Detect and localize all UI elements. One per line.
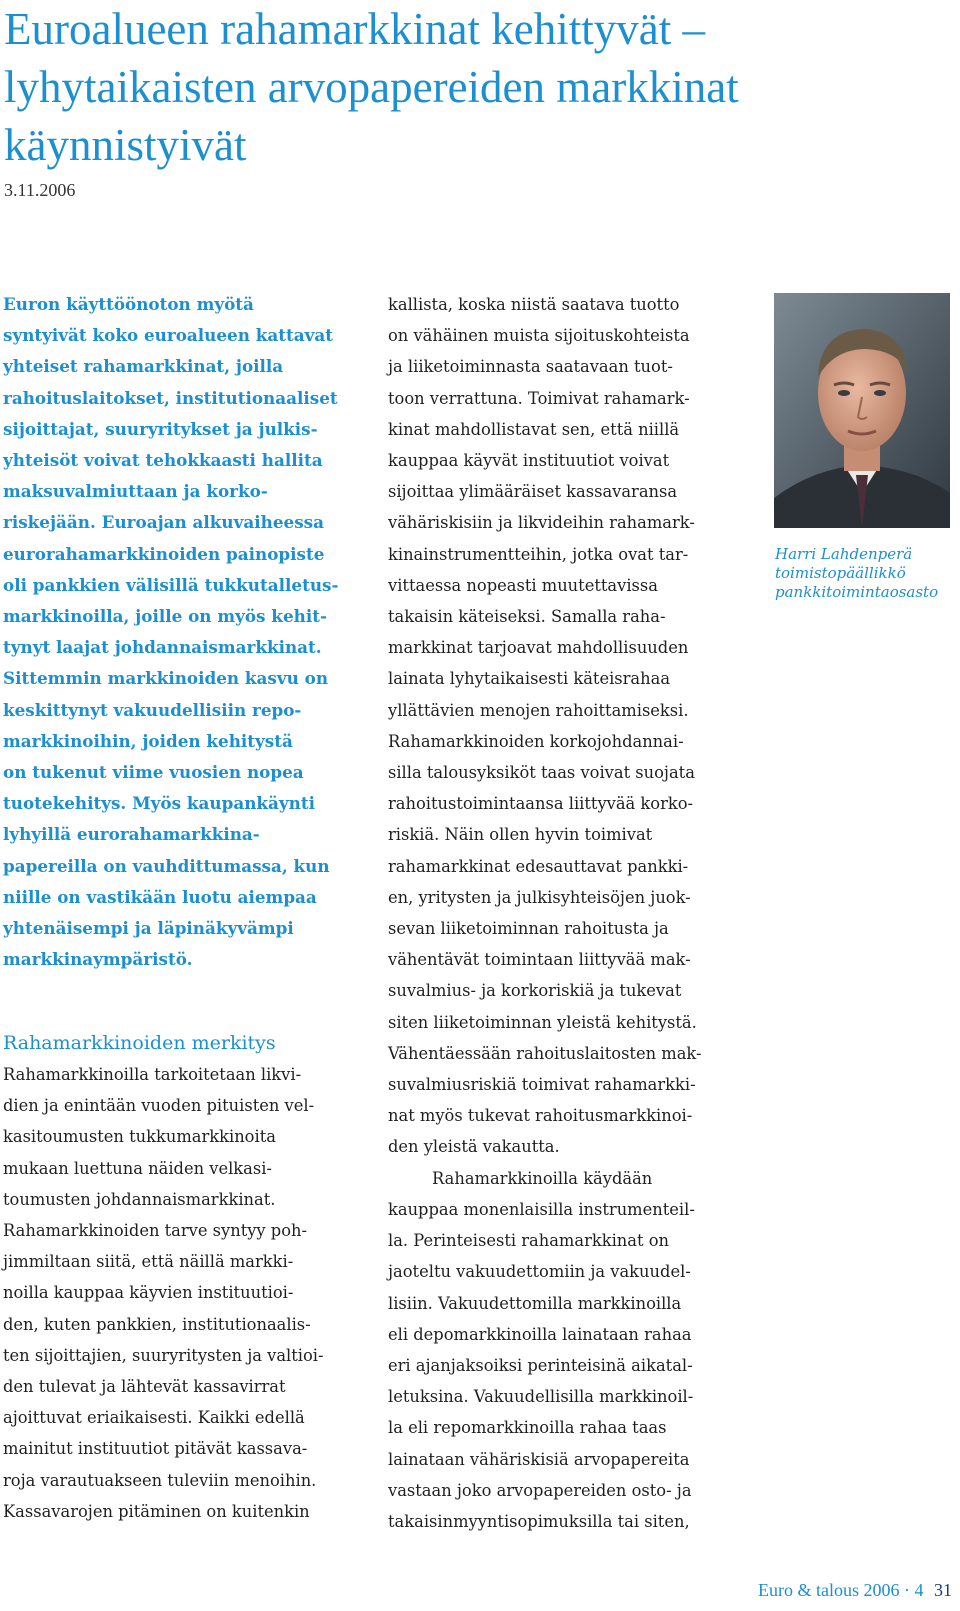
body-line: lainata lyhytaikaisesti käteisrahaa [388,669,671,689]
body-line: markkinat tarjoavat mahdollisuuden [388,638,689,658]
lead-line: tynyt laajat johdannaismarkkinat. [3,637,322,658]
body-line: Rahamarkkinoilla käydään [432,1168,653,1188]
body-line: nat myös tukevat rahoitusmarkkinoi- [388,1106,693,1126]
body-line: eri ajanjaksoiksi perinteisinä aikatal- [388,1355,693,1375]
author-title: toimistopäällikkö [775,564,906,582]
body-line: yllättävien menojen rahoittamiseksi. [388,700,689,720]
lead-line: tuotekehitys. Myös kaupankäynti [3,793,315,814]
body-line: vähentävät toimintaan liittyvää mak- [388,950,691,970]
body-line: Rahamarkkinoilla tarkoitetaan likvi- [3,1065,302,1084]
body-line: den, kuten pankkien, institutionaalis- [3,1314,311,1334]
lead-paragraph [3,289,353,975]
body-line: kallista, koska niistä saatava tuotto [388,295,680,314]
title-line: lyhytaikaisten arvopapereiden markkinat [4,62,739,112]
body-line: la eli repomarkkinoilla rahaa taas [388,1418,667,1438]
body-line: kinainstrumentteihin, jotka ovat tar- [388,544,689,564]
body-line: noilla kauppaa käyvien instituutioi- [3,1283,294,1303]
body-line: ajoittuvat eriaikaisesti. Kaikki edellä [3,1408,305,1428]
body-line: den yleistä vakautta. [388,1137,560,1157]
body-line: den tulevat ja lähtevät kassavirrat [3,1377,286,1397]
body-line: takaisin käteiseksi. Samalla raha- [388,607,666,627]
body-line: kinat mahdollistavat sen, että niillä [388,419,680,439]
lead-line: lyhyillä eurorahamarkkina- [3,824,260,845]
body-line: jaoteltu vakuudettomiin ja vakuudel- [388,1262,691,1282]
body-line: sevan liiketoiminnan rahoitusta ja [388,919,669,939]
body-line: siten liiketoiminnan yleistä kehitystä. [388,1012,697,1032]
body-column-left [3,1059,353,1527]
author-department: pankkitoimintaosasto [775,583,939,601]
body-line: toumusten johdannaismarkkinat. [3,1189,276,1209]
lead-line: papereilla on vauhdittumassa, kun [3,855,330,876]
body-line: roja varautuakseen tuleviin menoihin. [3,1470,317,1490]
body-line: kauppaa käyvät instituutiot voivat [388,451,670,471]
author-caption [775,545,938,602]
body-line: la. Perinteisesti rahamarkkinat on [388,1231,670,1251]
body-line: vähäriskisiin ja likvideihin rahamark- [388,513,695,533]
body-line: vastaan joko arvopapereiden osto- ja [388,1480,692,1500]
body-line: kauppaa monenlaisilla instrumenteil- [388,1199,695,1219]
article-date: 3.11.2006 [4,180,76,200]
lead-line: yhteisöt voivat tehokkaasti hallita [3,450,323,471]
author-photo-illustration [774,293,950,528]
body-line: vittaessa nopeasti muutettavissa [388,575,658,595]
body-line: sijoittaa ylimääräiset kassavaransa [388,482,678,502]
lead-line: eurorahamarkkinoiden painopiste [3,543,325,564]
body-line: silla talousyksiköt taas voivat suojata [388,763,695,783]
lead-line: on tukenut viime vuosien nopea [3,762,304,783]
body-line: dien ja enintään vuoden pituisten vel- [3,1096,315,1116]
body-line: rahamarkkinat edesauttavat pankki- [388,856,689,876]
lead-line: Sittemmin markkinoiden kasvu on [3,668,329,689]
lead-line: niille on vastikään luotu aiempaa [3,886,317,907]
body-line: takaisinmyyntisopimuksilla tai siten, [388,1511,690,1531]
body-line: jimmiltaan siitä, että näillä markki- [3,1252,294,1272]
lead-line: markkinoihin, joiden kehitystä [3,730,293,751]
body-line: Rahamarkkinoiden korkojohdannai- [388,731,684,751]
author-name: Harri Lahdenperä [775,545,913,563]
lead-line: maksuvalmiuttaan ja korko- [3,481,268,502]
title-line: Euroalueen rahamarkkinat kehittyvät – [4,4,705,54]
body-line: Kassavarojen pitäminen on kuitenkin [3,1501,310,1521]
lead-line: syntyivät koko euroalueen kattavat [3,325,333,346]
lead-line: oli pankkien välisillä tukkutalletus- [3,574,339,595]
page-footer [758,1580,952,1601]
body-line: letuksina. Vakuudellisilla markkinoil- [388,1387,694,1407]
author-portrait [774,293,950,528]
lead-line: Euron käyttöönoton myötä [3,294,254,314]
article-title [4,0,944,174]
body-line: Vähentäessään rahoituslaitosten mak- [388,1043,702,1063]
body-line: lisiin. Vakuudettomilla markkinoilla [388,1293,682,1313]
body-line: on vähäinen muista sijoituskohteista [388,326,690,346]
lead-line: riskejään. Euroajan alkuvaiheessa [3,512,324,533]
lead-line: rahoituslaitokset, institutionaaliset [3,387,338,408]
body-line: suvalmiusriskiä toimivat rahamarkki- [388,1075,696,1095]
lead-line: markkinaympäristö. [3,949,193,970]
body-line: suvalmius- ja korkoriskiä ja tukevat [388,981,682,1001]
body-line: mukaan luettuna näiden velkasi- [3,1158,272,1178]
body-line: ten sijoittajien, suuryritysten ja valtioi- [3,1345,324,1365]
page-number: 31 [934,1580,952,1600]
lead-line: yhteiset rahamarkkinat, joilla [3,356,284,377]
body-column-right [388,289,738,1537]
body-line: ja liiketoiminnasta saatavaan tuot- [388,357,673,377]
lead-line: keskittynyt vakuudellisiin repo- [3,699,302,720]
body-line: Rahamarkkinoiden tarve syntyy poh- [3,1221,308,1241]
body-line: rahoitustoimintaansa liittyvää korko- [388,794,694,814]
lead-line: yhtenäisempi ja läpinäkyvämpi [3,918,294,939]
body-line: en, yritysten ja julkisyhteisöjen juok- [388,887,691,907]
body-line: eli depomarkkinoilla lainataan rahaa [388,1324,692,1344]
body-line: toon verrattuna. Toimivat rahamark- [388,388,690,408]
body-line: riskiä. Näin ollen hyvin toimivat [388,825,653,845]
body-line: kasitoumusten tukkumarkkinoita [3,1127,276,1147]
lead-line: sijoittajat, suuryritykset ja julkis- [3,418,318,439]
lead-line: markkinoilla, joille on myös kehit- [3,606,327,627]
body-line: lainataan vähäriskisiä arvopapereita [388,1449,690,1469]
publication-name: Euro & talous 2006 · 4 [758,1580,924,1600]
section-heading: Rahamarkkinoiden merkitys [3,1032,276,1054]
body-line: mainitut instituutiot pitävät kassava- [3,1439,308,1459]
title-line: käynnistyivät [4,120,247,170]
